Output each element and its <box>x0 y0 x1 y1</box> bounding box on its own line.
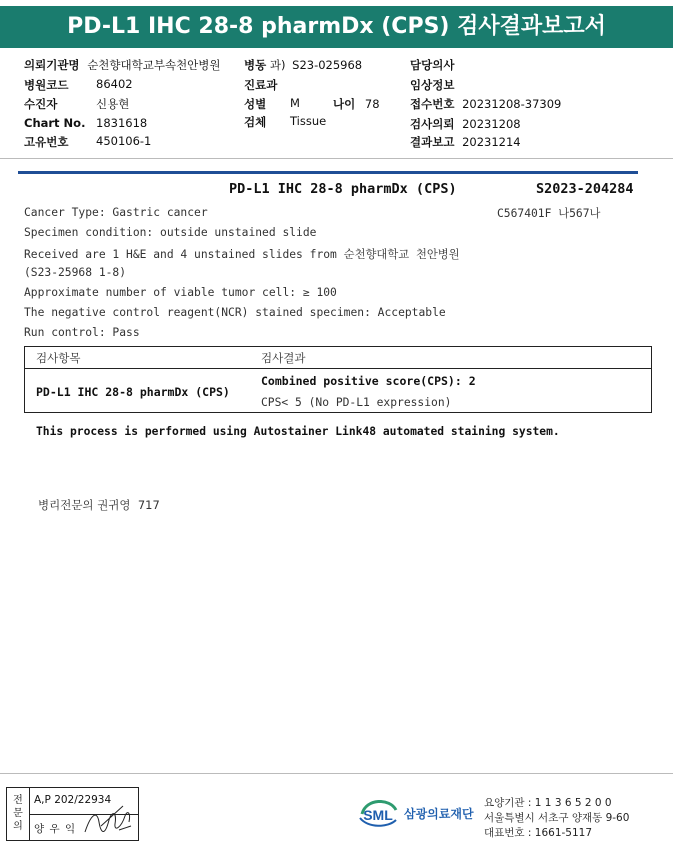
signature-box <box>6 787 139 841</box>
report-date-field <box>410 134 521 150</box>
ap-number: A,P 202/22934 <box>34 794 112 806</box>
receipt-value: 20231208-37309 <box>462 97 562 111</box>
hospital-code-label: 병원코드 <box>24 78 69 92</box>
age-value: 78 <box>364 97 380 111</box>
sex-value: M <box>290 96 300 110</box>
received-case-line: (S23-25968 1-8) <box>24 266 127 279</box>
run-control-line: Run control: Pass <box>24 326 140 339</box>
chart-no-value: 1831618 <box>96 116 148 130</box>
specimen-condition-line: Specimen condition: outside unstained slide <box>24 226 317 239</box>
report-title-banner <box>0 6 673 48</box>
test-title: PD-L1 IHC 28-8 pharmDx (CPS) <box>229 181 457 197</box>
column-header-result: 검사결과 <box>261 351 306 365</box>
foundation-name: 삼광의료재단 <box>404 807 474 821</box>
cps-interpretation: CPS< 5 (No PD-L1 expression) <box>261 396 452 409</box>
cancer-type-line: Cancer Type: Gastric cancer <box>24 206 208 219</box>
report-date-label: 결과보고 <box>410 135 455 149</box>
signer-name: 양 우 익 <box>34 823 77 835</box>
sig-label-char-2: 문 <box>13 808 23 819</box>
request-date-value: 20231208 <box>462 117 521 131</box>
receipt-field <box>410 96 561 112</box>
specimen-value: Tissue <box>290 114 327 128</box>
request-date-field <box>410 116 521 132</box>
age-field <box>333 96 380 112</box>
logo-text: SML <box>363 807 393 823</box>
handwritten-signature <box>79 802 137 840</box>
ward-label: 병동 <box>244 58 267 72</box>
section-rule <box>18 171 638 174</box>
department-label: 진료과 <box>244 78 278 92</box>
specimen-field <box>244 114 327 130</box>
institution-field <box>24 57 221 73</box>
column-header-item: 검사항목 <box>36 351 81 365</box>
hospital-code-field <box>24 77 133 93</box>
process-note: This process is performed using Autostainer Link48 automated staining system. <box>36 425 560 438</box>
clinical-info-label: 임상정보 <box>410 78 455 92</box>
report-title: PD-L1 IHC 28-8 pharmDx (CPS) 검사결과보고서 <box>67 14 606 39</box>
unique-no-field <box>24 134 152 150</box>
table-header-divider <box>25 368 651 369</box>
clinical-info-field <box>410 77 454 93</box>
address: 서울특별시 서초구 양재동 9-60 <box>484 812 630 824</box>
doctor-field <box>410 57 454 73</box>
case-number: S23-025968 <box>292 58 363 72</box>
sml-logo-icon <box>356 794 400 830</box>
institution-label: 의뢰기관명 <box>24 58 80 72</box>
phone-number: 대표번호 : 1661-5117 <box>484 827 593 839</box>
patient-field <box>24 96 130 112</box>
pathologist-signature-line: 병리전문의 권귀영 717 <box>38 498 160 512</box>
unique-no-value: 450106-1 <box>96 134 152 148</box>
footer-divider <box>0 773 673 774</box>
header-divider <box>0 158 673 159</box>
request-date-label: 검사의뢰 <box>410 117 455 131</box>
receipt-label: 접수번호 <box>410 97 455 111</box>
unique-no-label: 고유번호 <box>24 135 69 149</box>
ward-value: 과) <box>269 58 286 72</box>
result-table <box>24 346 652 413</box>
received-slides-line: Received are 1 H&E and 4 unstained slides from 순천향대학교 천안병원 <box>24 248 460 261</box>
ward-field <box>244 57 362 73</box>
age-label: 나이 <box>333 97 356 111</box>
department-field <box>244 77 277 93</box>
sex-field <box>244 96 300 112</box>
agency-code: 요양기관 : 1 1 3 6 5 2 0 0 <box>484 797 612 809</box>
tumor-cell-line: Approximate number of viable tumor cell: ≥ 100 <box>24 286 337 299</box>
sex-label: 성별 <box>244 97 267 111</box>
pathology-number: S2023-204284 <box>536 181 634 197</box>
doctor-label: 담당의사 <box>410 58 455 72</box>
patient-value: 신용현 <box>96 97 130 111</box>
sig-label-char-1: 전 <box>13 795 23 806</box>
report-date-value: 20231214 <box>462 135 521 149</box>
specimen-label: 검체 <box>244 115 267 129</box>
block-id: C567401F 나567나 <box>497 207 601 220</box>
ncr-line: The negative control reagent(NCR) stained specimen: Acceptable <box>24 306 446 319</box>
test-item-name: PD-L1 IHC 28-8 pharmDx (CPS) <box>36 385 230 399</box>
institution-value: 순천향대학교부속천안병원 <box>87 58 221 72</box>
sig-label-char-3: 의 <box>13 821 23 832</box>
chart-no-label: Chart No. <box>24 116 86 130</box>
patient-label: 수진자 <box>24 97 58 111</box>
hospital-code-value: 86402 <box>96 77 133 91</box>
chart-no-field <box>24 116 148 130</box>
cps-score: Combined positive score(CPS): 2 <box>261 374 476 388</box>
